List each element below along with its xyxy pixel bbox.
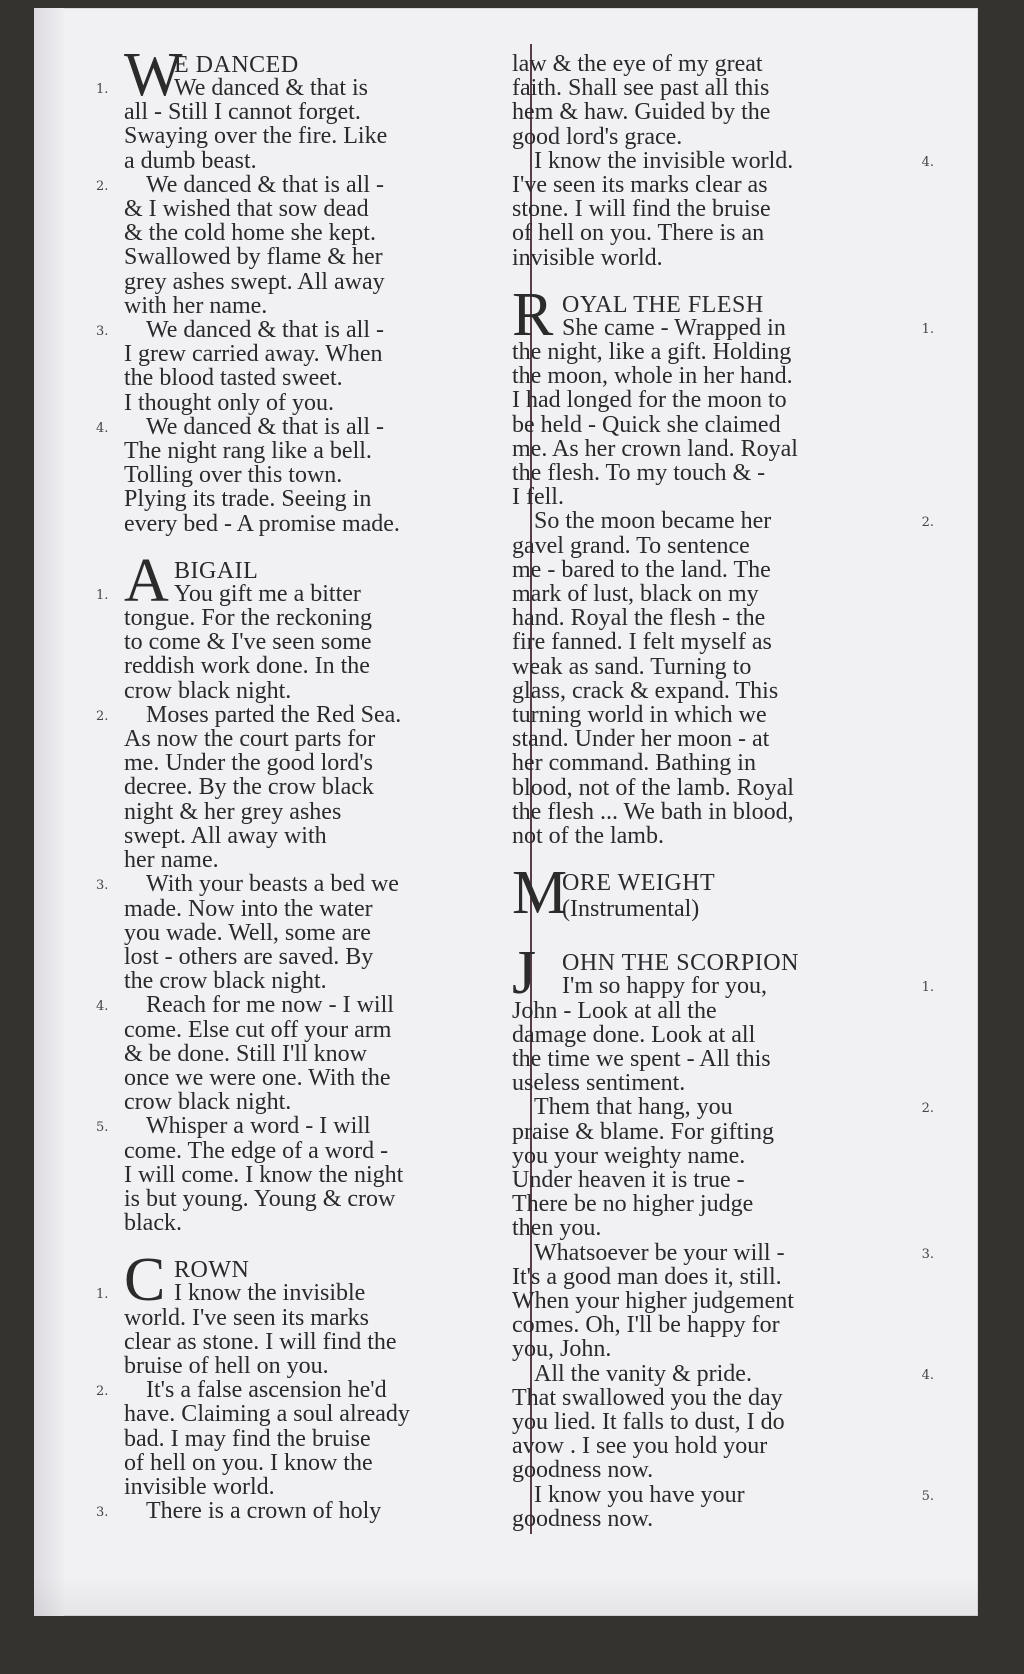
lyric-line: law & the eye of my great bbox=[512, 51, 763, 77]
lyric-line: world. I've seen its marks bbox=[124, 1304, 369, 1331]
lyric-line: the crow black night. bbox=[124, 968, 327, 995]
lyric-line: fire fanned. I felt myself as bbox=[512, 629, 772, 656]
lyric-line: is but young. Young & crow bbox=[124, 1185, 396, 1212]
lyric-line: When your higher judgement bbox=[512, 1287, 794, 1314]
lyric-line: you your weighty name. bbox=[512, 1142, 746, 1169]
verse-number: 3. bbox=[96, 324, 109, 340]
lyric-line: you lied. It falls to dust, I do bbox=[512, 1408, 785, 1435]
verse-number: 2. bbox=[96, 178, 109, 194]
lyric-line: hand. Royal the flesh - the bbox=[512, 605, 766, 632]
verse-number: 4. bbox=[921, 1367, 934, 1383]
lyric-line: comes. Oh, I'll be happy for bbox=[512, 1312, 780, 1339]
lyric-line: have. Claiming a soul already bbox=[124, 1401, 410, 1428]
lyric-line: invisible world. bbox=[512, 244, 663, 271]
lyric-line: & the cold home she kept. bbox=[124, 220, 376, 247]
verse bbox=[512, 1481, 934, 1532]
lyric-line: Swaying over the fire. Like bbox=[124, 123, 388, 150]
lyric-line: I know the invisible bbox=[174, 1280, 366, 1307]
lyric-line: black. bbox=[124, 1210, 182, 1237]
lyric-line: decree. By the crow black bbox=[124, 774, 374, 801]
drop-cap-letter: C bbox=[124, 1246, 166, 1315]
lyric-line: There be no higher judge bbox=[512, 1191, 754, 1218]
lyric-line: bad. I may find the bruise bbox=[124, 1425, 371, 1452]
lyric-line: goodness now. bbox=[512, 1457, 654, 1484]
lyric-line: the flesh ... We bath in blood, bbox=[512, 798, 794, 825]
verse bbox=[96, 75, 524, 174]
verse-number: 4. bbox=[921, 154, 934, 170]
verse-number: 5. bbox=[96, 1120, 109, 1136]
lyric-line: tongue. For the reckoning bbox=[124, 605, 372, 632]
song-title-text: OHN THE SCORPION bbox=[562, 950, 799, 977]
lyric-line: I thought only of you. bbox=[124, 389, 334, 416]
verse-number: 1. bbox=[96, 587, 109, 603]
song-title-text: BIGAIL bbox=[174, 557, 259, 584]
lyric-line: It's a false ascension he'd bbox=[146, 1377, 387, 1404]
lyric-line: turning world in which we bbox=[512, 702, 767, 729]
lyric-line: There is a crown of holy bbox=[146, 1498, 382, 1525]
lyric-line: come. Else cut off your arm bbox=[124, 1016, 392, 1043]
song-block bbox=[512, 939, 934, 1532]
song-block bbox=[512, 51, 934, 271]
drop-cap-letter: A bbox=[124, 546, 169, 615]
lyric-line: mark of lust, black on my bbox=[512, 581, 759, 608]
lyric-line: Them that hang, you bbox=[534, 1094, 733, 1121]
verse bbox=[96, 871, 524, 995]
song-title-text: OYAL THE FLESH bbox=[562, 291, 764, 318]
verse bbox=[96, 701, 524, 874]
lyric-line: Tolling over this town. bbox=[124, 462, 343, 489]
lyric-line: the time we spent - All this bbox=[512, 1045, 771, 1072]
song-block bbox=[512, 859, 912, 928]
lyric-line: damage done. Look at all bbox=[512, 1021, 756, 1048]
lyric-sheet bbox=[34, 8, 978, 1616]
lyric-line: faith. Shall see past all this bbox=[512, 75, 770, 102]
verse bbox=[96, 1113, 524, 1237]
lyric-line: then you. bbox=[512, 1215, 602, 1242]
lyric-line: We danced & that is all - bbox=[146, 413, 384, 440]
right-column bbox=[512, 51, 934, 1553]
drop-cap-letter: J bbox=[512, 939, 537, 1008]
lyric-line: I know you have your bbox=[534, 1481, 745, 1508]
lyric-line: grey ashes swept. All away bbox=[124, 268, 385, 295]
verse bbox=[96, 580, 524, 704]
lyric-line: glass, crack & expand. This bbox=[512, 677, 779, 704]
lyric-line: We danced & that is all - bbox=[146, 317, 384, 344]
lyric-line: I grew carried away. When bbox=[124, 341, 383, 368]
verse bbox=[96, 317, 524, 416]
verse bbox=[512, 973, 934, 1097]
lyric-line: night & her grey ashes bbox=[124, 798, 342, 825]
song-title bbox=[512, 859, 912, 928]
lyric-line: & be done. Still I'll know bbox=[124, 1040, 367, 1067]
lyric-line: Plying its trade. Seeing in bbox=[124, 486, 372, 513]
verse-number: 3. bbox=[96, 878, 109, 894]
verse bbox=[96, 1377, 524, 1500]
lyric-line: stone. I will find the bruise bbox=[512, 196, 771, 223]
lyric-line: with her name. bbox=[124, 292, 268, 319]
lyric-line: The night rang like a bell. bbox=[124, 438, 372, 465]
lyric-line: you wade. Well, some are bbox=[124, 919, 371, 946]
lyric-line: clear as stone. I will find the bbox=[124, 1328, 397, 1355]
lyric-line: not of the lamb. bbox=[512, 823, 664, 850]
lyric-line: to come & I've seen some bbox=[124, 629, 372, 656]
lyric-line: Whisper a word - I will bbox=[146, 1113, 371, 1140]
verse-number: 5. bbox=[921, 1488, 934, 1504]
lyric-line: hem & haw. Guided by the bbox=[512, 99, 771, 126]
lyric-line: be held - Quick she claimed bbox=[512, 411, 781, 438]
lyric-line: & I wished that sow dead bbox=[124, 196, 369, 223]
lyric-line: made. Now into the water bbox=[124, 895, 373, 922]
lyric-line: Whatsoever be your will - bbox=[534, 1239, 785, 1266]
lyric-line: We danced & that is bbox=[174, 75, 369, 101]
lyric-line: once we were one. With the bbox=[124, 1064, 391, 1091]
verse bbox=[512, 1094, 934, 1242]
lyric-line: It's a good man does it, still. bbox=[512, 1263, 782, 1290]
lyric-line: of hell on you. I know the bbox=[124, 1449, 373, 1476]
lyric-line: come. The edge of a word - bbox=[124, 1137, 389, 1164]
verse bbox=[512, 1239, 934, 1363]
lyric-line: bruise of hell on you. bbox=[124, 1352, 329, 1379]
verse bbox=[96, 1280, 524, 1379]
lyric-line: blood, not of the lamb. Royal bbox=[512, 774, 794, 801]
verse-number: 3. bbox=[921, 1246, 934, 1262]
lyric-line: useless sentiment. bbox=[512, 1070, 686, 1097]
verse-number: 1. bbox=[921, 980, 934, 996]
lyric-line: I had longed for the moon to bbox=[512, 387, 787, 414]
drop-cap-letter: M bbox=[512, 859, 568, 928]
left-column bbox=[96, 41, 524, 1545]
lyric-line: crow black night. bbox=[124, 1089, 292, 1116]
lyric-line: a dumb beast. bbox=[124, 147, 257, 174]
verse-number: 1. bbox=[921, 321, 934, 337]
lyric-line: me. Under the good lord's bbox=[124, 750, 373, 777]
lyric-line: Swallowed by flame & her bbox=[124, 244, 383, 271]
lyric-line: crow black night. bbox=[124, 677, 292, 704]
lyric-line: me - bared to the land. The bbox=[512, 556, 771, 583]
verse bbox=[96, 171, 524, 319]
lyric-line: So the moon became her bbox=[534, 508, 772, 535]
lyric-line: I'm so happy for you, bbox=[562, 973, 767, 1000]
lyric-line: That swallowed you the day bbox=[512, 1384, 783, 1411]
verse-number: 2. bbox=[96, 708, 109, 724]
lyric-line: you, John. bbox=[512, 1336, 612, 1363]
paper-bottom-shadow bbox=[34, 1576, 978, 1616]
verse-number: 4. bbox=[96, 999, 109, 1015]
song-title-text: ROWN bbox=[174, 1257, 250, 1284]
lyric-line: As now the court parts for bbox=[124, 726, 376, 753]
lyric-line: I will come. I know the night bbox=[124, 1161, 404, 1188]
lyric-line: avow . I see you hold your bbox=[512, 1433, 768, 1460]
verse bbox=[512, 147, 934, 271]
verse-number: 3. bbox=[96, 1505, 109, 1521]
drop-cap-letter: W bbox=[124, 41, 183, 109]
verse bbox=[96, 1498, 524, 1525]
lyric-line: With your beasts a bed we bbox=[146, 871, 399, 898]
verse bbox=[512, 52, 912, 149]
song-title-text: E DANCED bbox=[174, 52, 299, 78]
lyric-line: all - Still I cannot forget. bbox=[124, 99, 361, 126]
lyric-line: every bed - A promise made. bbox=[124, 510, 400, 537]
song-block bbox=[96, 41, 524, 537]
lyric-line: All the vanity & pride. bbox=[534, 1360, 752, 1387]
verse bbox=[96, 413, 524, 537]
lyric-line: Moses parted the Red Sea. bbox=[146, 701, 402, 728]
verse-number: 1. bbox=[96, 82, 109, 97]
lyric-line: praise & blame. For gifting bbox=[512, 1118, 774, 1145]
lyric-line: of hell on you. There is an bbox=[512, 220, 765, 247]
lyric-line: I've seen its marks clear as bbox=[512, 172, 768, 199]
verse bbox=[512, 1360, 934, 1484]
verse-number: 2. bbox=[96, 1384, 109, 1400]
lyric-line: We danced & that is all - bbox=[146, 171, 384, 198]
song-subtitle: (Instrumental) bbox=[562, 896, 700, 923]
verse bbox=[512, 508, 934, 850]
verse bbox=[512, 314, 934, 511]
lyric-line: gavel grand. To sentence bbox=[512, 532, 750, 559]
lyric-line: swept. All away with bbox=[124, 822, 327, 849]
lyric-line: the night, like a gift. Holding bbox=[512, 339, 792, 366]
lyric-line: goodness now. bbox=[512, 1505, 654, 1532]
verse-number: 2. bbox=[921, 515, 934, 531]
lyric-line: Under heaven it is true - bbox=[512, 1166, 745, 1193]
lyric-line: good lord's grace. bbox=[512, 123, 683, 150]
lyric-line: invisible world. bbox=[124, 1473, 275, 1500]
song-block bbox=[96, 546, 524, 1237]
lyric-line: the flesh. To my touch & - bbox=[512, 460, 766, 487]
lyric-line: Reach for me now - I will bbox=[146, 992, 394, 1019]
verse bbox=[96, 992, 524, 1116]
drop-cap-letter: R bbox=[512, 280, 554, 349]
lyric-line: You gift me a bitter bbox=[174, 580, 361, 607]
lyric-line: lost - others are saved. By bbox=[124, 943, 374, 970]
lyric-line: stand. Under her moon - at bbox=[512, 726, 770, 753]
lyric-line: John - Look at all the bbox=[512, 997, 717, 1024]
song-block bbox=[512, 280, 934, 850]
lyric-line: the moon, whole in her hand. bbox=[512, 363, 793, 390]
lyric-line: weak as sand. Turning to bbox=[512, 653, 752, 680]
verse-number: 2. bbox=[921, 1101, 934, 1117]
verse-number: 1. bbox=[96, 1287, 109, 1303]
lyric-line: I know the invisible world. bbox=[534, 147, 794, 174]
lyric-line: reddish work done. In the bbox=[124, 653, 370, 680]
song-title-text: ORE WEIGHT bbox=[562, 870, 716, 897]
lyric-line: I fell. bbox=[512, 484, 564, 511]
song-block bbox=[96, 1246, 524, 1525]
lyric-line: her name. bbox=[124, 847, 219, 874]
paper-fold-shadow bbox=[34, 8, 64, 1616]
lyric-line: her command. Bathing in bbox=[512, 750, 756, 777]
verse-number: 4. bbox=[96, 420, 109, 436]
lyric-line: me. As her crown land. Royal bbox=[512, 435, 798, 462]
lyric-line: the blood tasted sweet. bbox=[124, 365, 343, 392]
lyric-line: She came - Wrapped in bbox=[562, 314, 786, 341]
